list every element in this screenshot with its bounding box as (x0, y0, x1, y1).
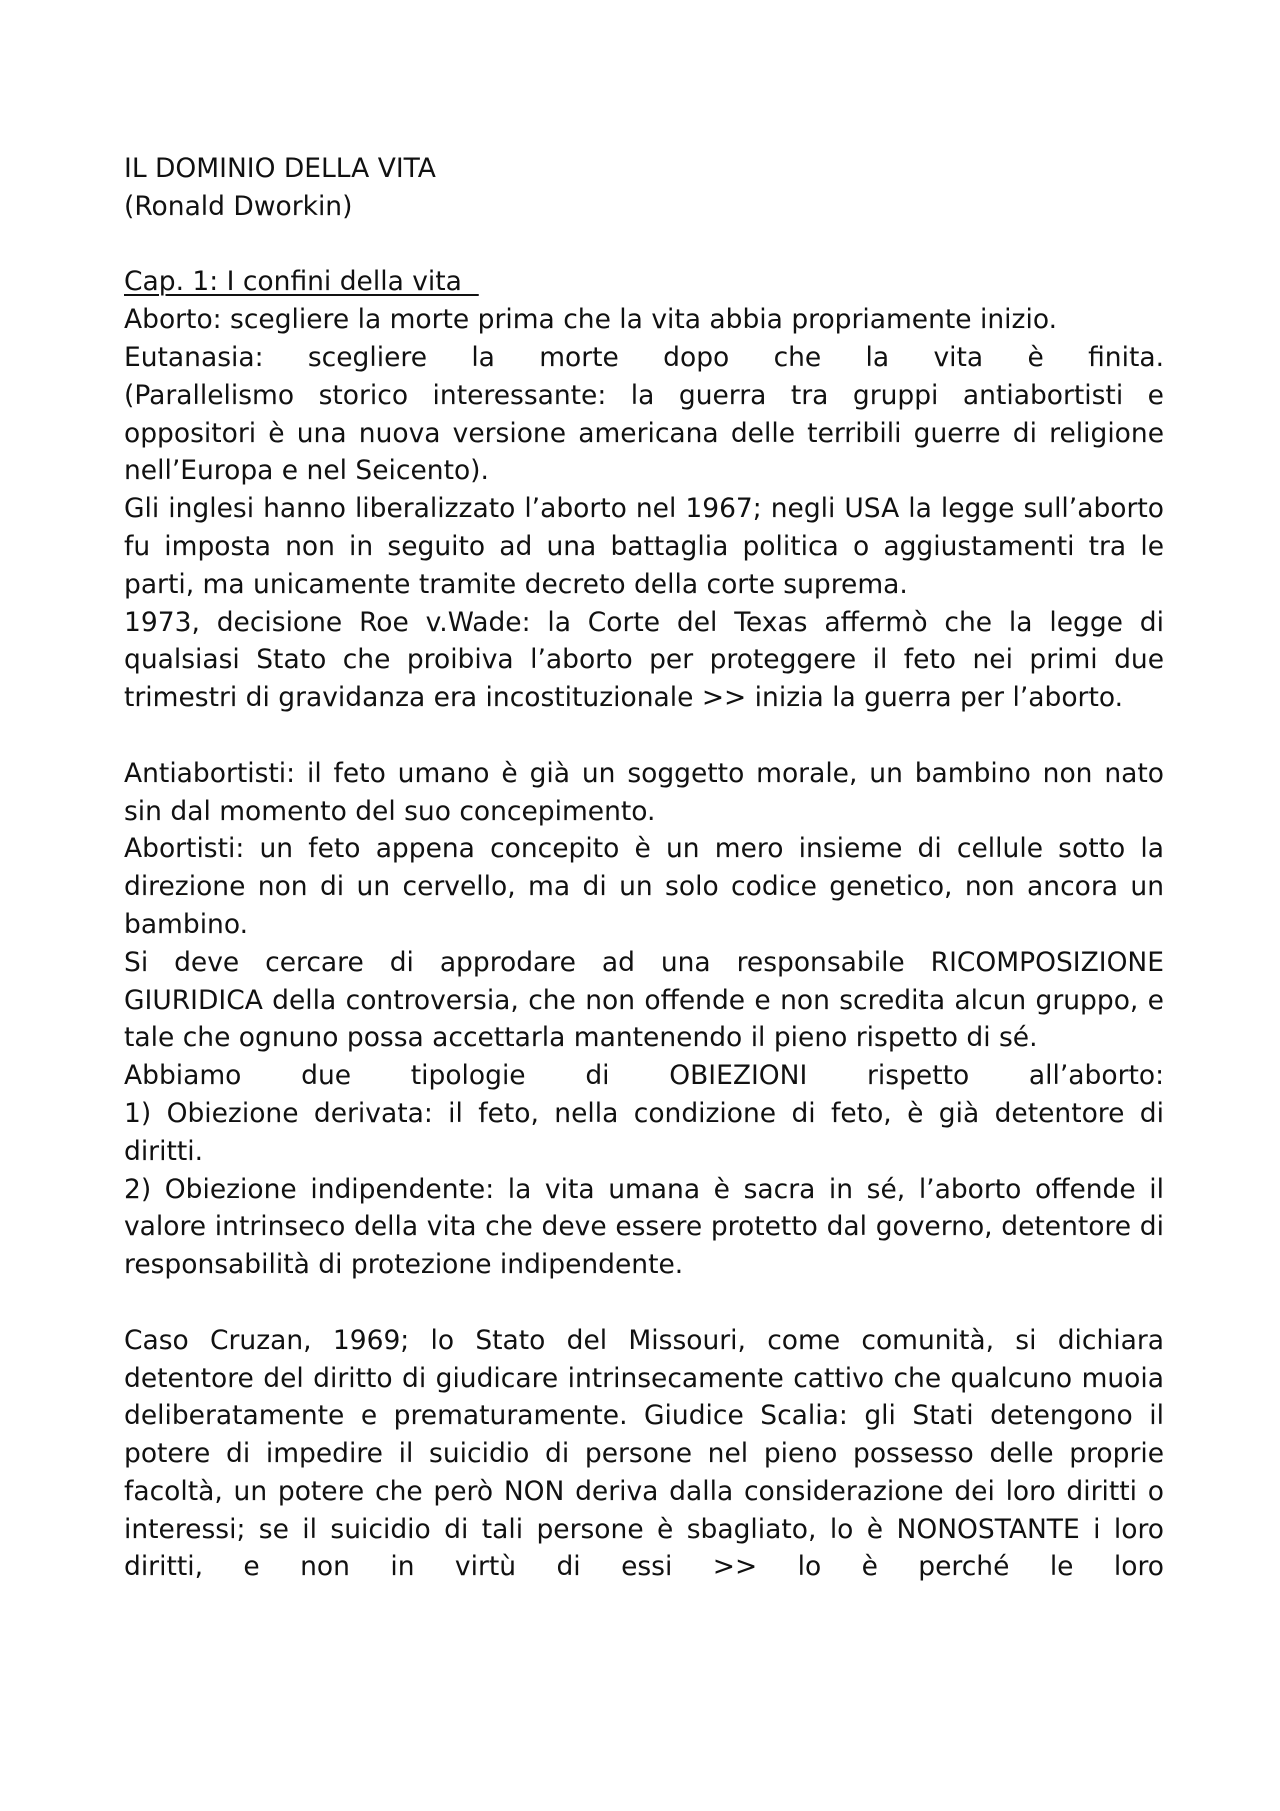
document-author: (Ronald Dworkin) (124, 190, 353, 222)
paragraph-parallelismo: (Parallelismo storico interessante: la guerra tra gruppi antiabortisti e oppositori è una nuova versione americana delle terribili guerre di religione nell’Europa e nel Seicento). (124, 379, 1164, 487)
chapter-heading-text: Cap. 1: I confini della vita (124, 266, 479, 298)
blank-line (124, 1284, 1164, 1322)
blank-line (124, 717, 1164, 755)
paragraph-obiezione-indipendente: 2) Obiezione indipendente: la vita umana è sacra in sé, l’aborto offende il valore intrinseco della vita che deve essere protetto dal governo, detentore di responsabilità di protezione indipendente. (124, 1173, 1164, 1281)
chapter-heading (124, 263, 1164, 301)
document-title: IL DOMINIO DELLA VITA (124, 153, 436, 184)
paragraph-roe-wade: 1973, decisione Roe v.Wade: la Corte del Texas affermò che la legge di qualsiasi Stato che proibiva l’aborto per proteggere il feto nei primi due trimestri di gravidanza era incostituzionale >> inizia la guerra per l’aborto. (124, 606, 1164, 714)
paragraph-caso-cruzan: Caso Cruzan, 1969; lo Stato del Missouri, come comunità, si dichiara detentore del diritto di giudicare intrinsecamente cattivo che qualcuno muoia deliberatamente e prematuramente. Giudice Scalia: gli Stati detengono il potere di impedire il suicidio di persone nel pieno possesso delle proprie facoltà, un potere che però NON deriva dalla considerazione dei loro diritti o interessi; se il suicidio di tali persone è sbagliato, lo è NONOSTANTE i loro diritti, e non in virtù di essi >> lo è perché le loro (124, 1324, 1164, 1583)
paragraph-ricomposizione: Si deve cercare di approdare ad una responsabile RICOMPOSIZIONE GIURIDICA della controversia, che non offende e non scredita alcun gruppo, e tale che ognuno possa accettarla mantenendo il pieno rispetto di sé. (124, 946, 1164, 1054)
paragraph-obiezioni: Abbiamo due tipologie di OBIEZIONI rispetto all’aborto: (124, 1060, 1164, 1092)
paragraph-abortisti: Abortisti: un feto appena concepito è un mero insieme di cellule sotto la direzione non di un cervello, ma di un solo codice genetico, non ancora un bambino. (124, 833, 1164, 940)
paragraph-antiabortisti: Antiabortisti: il feto umano è già un soggetto morale, un bambino non nato sin dal momento del suo concepimento. (124, 757, 1164, 827)
paragraph-inglesi: Gli inglesi hanno liberalizzato l’aborto nel 1967; negli USA la legge sull’aborto fu imposta non in seguito ad una battaglia politica o aggiustamenti tra le parti, ma unicamente tramite decreto della corte suprema. (124, 493, 1164, 600)
paragraph-obiezione-derivata: 1) Obiezione derivata: il feto, nella condizione di feto, è già detentore di diritti. (124, 1097, 1164, 1167)
paragraph-aborto: Aborto: scegliere la morte prima che la vita abbia propriamente inizio. (124, 304, 1057, 336)
blank-line (124, 226, 1164, 264)
paragraph-eutanasia: Eutanasia: scegliere la morte dopo che la vita è finita. (124, 341, 1164, 373)
document-page (124, 150, 1164, 1586)
